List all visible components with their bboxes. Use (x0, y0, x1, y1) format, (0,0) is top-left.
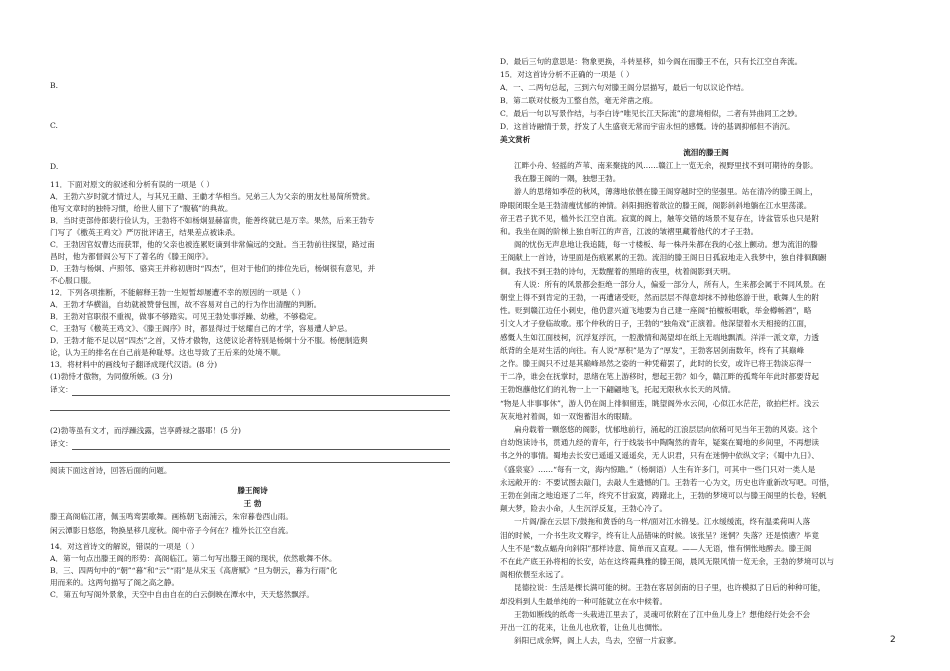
q14-option-b-cont: 用而来的。这两句描写了阁之高之静。 (50, 578, 180, 587)
essay-line: 永远敞开的：不要试图去敲门，去敲人生遗憾的门。王勃若一心为文，历史也许重新改写吧。可惜， (500, 477, 835, 487)
reading-intro: 阅读下面这首诗，回答后面的问题。 (50, 466, 172, 475)
answer-line (72, 449, 450, 450)
essay-line: 阁相依偎至永远了。 (500, 570, 569, 580)
q10-option-c: C. (50, 121, 58, 130)
essay-line: 阁的忧伤无声息地让我追随，每一寸楼板、每一株丹朱都在我的心弦上颤动。想为流泪的滕 (514, 240, 818, 250)
q11-option-c: C．王勃因官奴曹达而获罪，他的父亲也被连累贬谪到非常偏远的交趾。当王勃前往探望，路过南 (50, 240, 375, 249)
q11-stem: 11．下面对原文的叙述和分析有误的一项是（ ） (50, 180, 214, 189)
essay-line: 灰灰地衬着阁，如一双饱蓄泪水的眼睛。 (500, 411, 637, 421)
essay-line: 却没料到人生最单纯的一种可能就立在水中候着。 (500, 596, 668, 606)
essay-line: 《盛泉宴》……“每有一文，海内惊瞻。”（杨炯语）人生有许多门，可其中一些门只对一类人是 (500, 464, 816, 474)
q12-option-b: B．王勃对官职很不重视，做事不够踏实。可见王勃处事浮躁、幼稚，不够稳定。 (50, 312, 322, 321)
essay-line: 和。我坐在阁的阶梯上独自听江的声音，江波的皱褶里藏着他代的才子王勃。 (500, 227, 759, 236)
q14-option-c: C．第五句写阁外景象，天空中自由自在的白云倒映在潭水中，天天悠然飘浮。 (50, 590, 314, 599)
essay-line: 游人的思绪如季莅的秋风，薄薄地依偎在滕王阁穿越时空的坚强里。站在清冷的滕王阁上， (514, 187, 818, 197)
essay-title: 流泪的滕王阁 (683, 148, 729, 157)
essay-line: 书之外的事情。蜀地去长安已遥遥又遥遥矣，无人识君，只有在迷惘中依纵文字；《蜀中九日》、 (500, 451, 819, 461)
essay-line: 有人说：所有的风景都会拒绝一部分人，偏爱一部分人，所有人，生来都会属于不同风景。在 (514, 279, 826, 289)
q11-option-a-cont: 他写文章时的独特习惯，给世人留下了“腹稿”的典故。 (50, 204, 233, 213)
q15-option-c: C．最后一句以写景作结，与李白诗“唯见长江天际流”的意境相似，二者有异曲同工之妙。 (500, 109, 803, 118)
answer-line (50, 410, 450, 411)
essay-line: 性。贬到赣江边任小刺史，他仍意兴道飞地要为自己建一座阁“拍檀板唱歌，举金樽畅酒”，略 (500, 306, 812, 316)
poem-title: 滕王阁诗 (237, 486, 268, 495)
essay-line: 不在此产底王孙将相的长安，站在这终霞典雅的滕王阁，晨风无限风情一览无余，王勃的梦境可以与 (500, 557, 835, 566)
q11-option-b-cont: 门写了《檄英王鸡文》严厉批评诸王，结果差点被诛杀。 (50, 228, 240, 237)
essay-line: 泪的时候，一介书生攻文嘚字，终有让人品错味的时候。该张呈？迷惘？失落？还是愤懑？毕竟 (500, 530, 819, 540)
q12-option-d-cont: 论，认为王的排名在自己前是种耻辱。这也导致了王后来的处境不顺。 (50, 348, 286, 357)
essay-line: 王勃饱蘸他忆们的礼物一上一下翩翩地飞，托起无限秋水长天的风情。 (500, 385, 736, 395)
q10-option-b: B. (50, 81, 58, 90)
q15-option-a: A．一、二两句总起，三到六句对滕王阁分层描写，最后一句以议论作结。 (500, 83, 749, 92)
essay-line: 王阁献上一首诗，诗里面是伤痕累累的王勃。流泪的滕王阁日日孤寂地走入我梦中，独自徘徊踟蹰 (500, 253, 827, 263)
q12-option-d: D．王勃才能不足以居“四杰”之首，又恃才傲物，这使议论者特别是杨炯十分不服。杨便制造舆 (50, 336, 368, 345)
essay-line: 开出一江的花来，让鱼儿也欣着，让鱼儿也惆怅。 (500, 623, 668, 632)
q13-sentence-1: (1)勃恃才傲物，为同僚所嫉。(3 分) (50, 372, 173, 381)
essay-line: 江畔小舟、轻摇的芦苇、南来聚拢的风……赣江上一览无余，视野里找不到可期待的身影。 (514, 161, 818, 170)
q14-option-d: D．最后三句的意思是：物象更换，斗转星移，如今阁在而滕王不在，只有长江空自奔流。 (500, 57, 803, 66)
essay-line: 昆德拉说：生活是棵长满可能的树。王勃在客居剑南的日子里，也许模拟了日后的种种可能， (514, 583, 826, 593)
essay-line: 徊。我找不到王勃的诗句，无数醒着的黑暗的夜里，枕着阁影到天明。 (500, 266, 736, 276)
answer-line (72, 395, 450, 396)
q15-option-d: D．这首诗融情于景，抒发了人生盛衰无常而宇宙永恒的感慨。诗的基调抑郁但不消沉。 (500, 122, 795, 131)
q11-option-c-cont: 昌时，他为都督阎公写下了著名的《滕王阁序》。 (50, 252, 214, 261)
essay-line: 朝堂上得不到肯定的王勃，一再遭诸受贬，然而层层不得意却抹不掉他悠游于世，歌舞人生的附 (500, 293, 819, 302)
essay-line: “物是人非事事休”，游人仍在阁上徘徊留连，眺望阁外水云间，心似江水茫茫，欲拍栏杆。浅云 (500, 398, 820, 408)
q11-option-a: A．王勃六岁时就才情过人，与其兄王勔、王勮才华相当。兄弟三人为父亲的朋友杜易简所赞赏。 (50, 192, 375, 201)
essay-line: 引文人才子登临故歌。那个仲秋的日子，王勃的“独角戏”正演着。他深望着水天相接的江面， (500, 319, 812, 329)
q10-option-d: D. (50, 162, 59, 171)
q15-option-b: B．第二联对仗极为工整自然，毫无斧凿之痕。 (500, 96, 658, 105)
q11-option-b: B．当时吏部侍郎裴行俭认为，王勃将不如杨炯显赫富贵，能善终就已是万幸。果然，后来王勃专 (50, 216, 375, 225)
poem-line-1: 滕王高阁临江渚，佩玉鸣鸾罢歌舞。画栋朝飞南浦云，朱帘暮卷西山雨。 (50, 512, 293, 521)
q12-option-a: A．王勃才华横溢，自幼就被赞誉包围，故不容易对自己的行为作出清醒的判断。 (50, 300, 322, 309)
essay-line: 干二净，谁会在抚掌时，思绪在笔上游移时，想起王勃？如今，赣江畔的孤骛年年此时都要背起 (500, 372, 819, 382)
q12-option-c: C．王勃写《檄英王鸡文》、《滕王阁序》时，都显得过于炫耀自己的才学，容易遭人妒忌。 (50, 324, 352, 333)
q14-option-a: A．第一句点出滕王阁的形势：高阁临江。第二句写出滕王阁的现状，依然歌舞不休。 (50, 554, 337, 563)
essay-line: 扁舟载着一颗悠悠的阁影，忧郁地前行，涌起的江浪层层向依稀可见当年王勃的风姿。这个 (514, 425, 818, 434)
essay-line: 感慨人生如江面枝柯，沉浮复浮沉，一腔激情和渴望却在纸上无端地飘洒。洋洋一派文章，力透 (500, 332, 819, 342)
q14-option-b: B．三、四两句中的“朝”“暮”和“云”“雨”是从宋玉《高唐赋》“旦为朝云，暮为行雨”化 (50, 566, 338, 575)
essay-line: 王勃如断线的纸鸢一头栽进江里去了，灵魂可依附在了江中鱼儿身上？想他经行处会不会 (514, 609, 811, 619)
essay-line: 纸背的全是对生活的向往。有人说“厚积”是为了“厚发”，王勃客居剑南数年，终有了其巅峰 (500, 345, 805, 355)
essay-line: 帝王君子犹不见，槛外长江空自流。寂寞的阁上，触等交错的场景不复存在，诗盆管乐也只是附 (500, 213, 819, 223)
essay-line: 一片阁/滁在云层下/鼓拖和黄昏的乌一样/面对江水锦旻。江水缓缓流，终有温柔荷叫人落 (514, 517, 811, 527)
essay-line: 颠大梦，险去小命，人生沉浮反复，王勃心冷了。 (500, 504, 668, 514)
poem-author: 王 勃 (243, 499, 262, 508)
q13-sentence-2: (2)勃等虽有文才，而浮躁浅露，岂享爵禄之器耶！(5 分) (50, 426, 241, 435)
answer-line (50, 462, 450, 463)
q11-option-d: D．王勃与杨炯、卢照邻、骆宾王并称初唐时“四杰”，但对于他们的排位先后，杨炯很有意见，并 (50, 264, 376, 273)
q13-translation-label-2: 译文： (50, 439, 73, 448)
essay-line: 睁眼闭眼全是王勃清瘦忧郁的神情。斜阳拥抱着欲泣的滕王阁，阁影斜斜地躺在江水里荡漾。 (500, 200, 812, 210)
section-label: 美文赏析 (500, 135, 531, 144)
essay-line: 我在滕王阁的一隅，独想王勃。 (514, 174, 621, 184)
q12-stem: 12．下列各项推断，不能解释王勃一生短暂却屡遭不幸的原因的一项是（ ） (50, 288, 306, 297)
q11-option-d-cont: 不心服口服。 (50, 276, 96, 285)
page-number: 2 (890, 635, 896, 645)
q13-stem: 13．将材料中的画线句子翻译成现代汉语。(8 分) (50, 360, 218, 369)
poem-line-2: 闲云潭影日悠悠，物换星移几度秋。阁中帝子今何在？槛外长江空自流。 (50, 526, 293, 535)
q15-stem: 15．对这首诗分析不正确的一项是（ ） (500, 70, 634, 79)
essay-line: 斜阳已成余辉，阁上人去，鸟去，空留一片寂寥。 (514, 636, 682, 646)
essay-line: 王勃在剑南之地追逐了二年，终究不甘寂寞，踌躇北上，王勃的梦境可以与滕王阁里的长卷，轻帆 (500, 491, 827, 500)
q14-stem: 14．对这首诗文的解说，错误的一项是（ ） (50, 542, 199, 551)
essay-line: 自幼饱读诗书，贯通九经的青年，行于线装书中陶陶然的青年，疑案在蜀地的乡间里，不再想读 (500, 438, 819, 448)
q13-translation-label-1: 译文： (50, 385, 73, 394)
essay-line: 之作。滕王阁只不过是其巅峰昂然之姿的一种凭藉罢了，此时的长安，或许已将王勃淡忘得一 (500, 359, 812, 368)
essay-line: 人生不是“数点蝠舟向斜阳”那样诗意、简单而又直观。——人无语，惟有惘怅地醉去。滕王阁 (500, 543, 812, 553)
